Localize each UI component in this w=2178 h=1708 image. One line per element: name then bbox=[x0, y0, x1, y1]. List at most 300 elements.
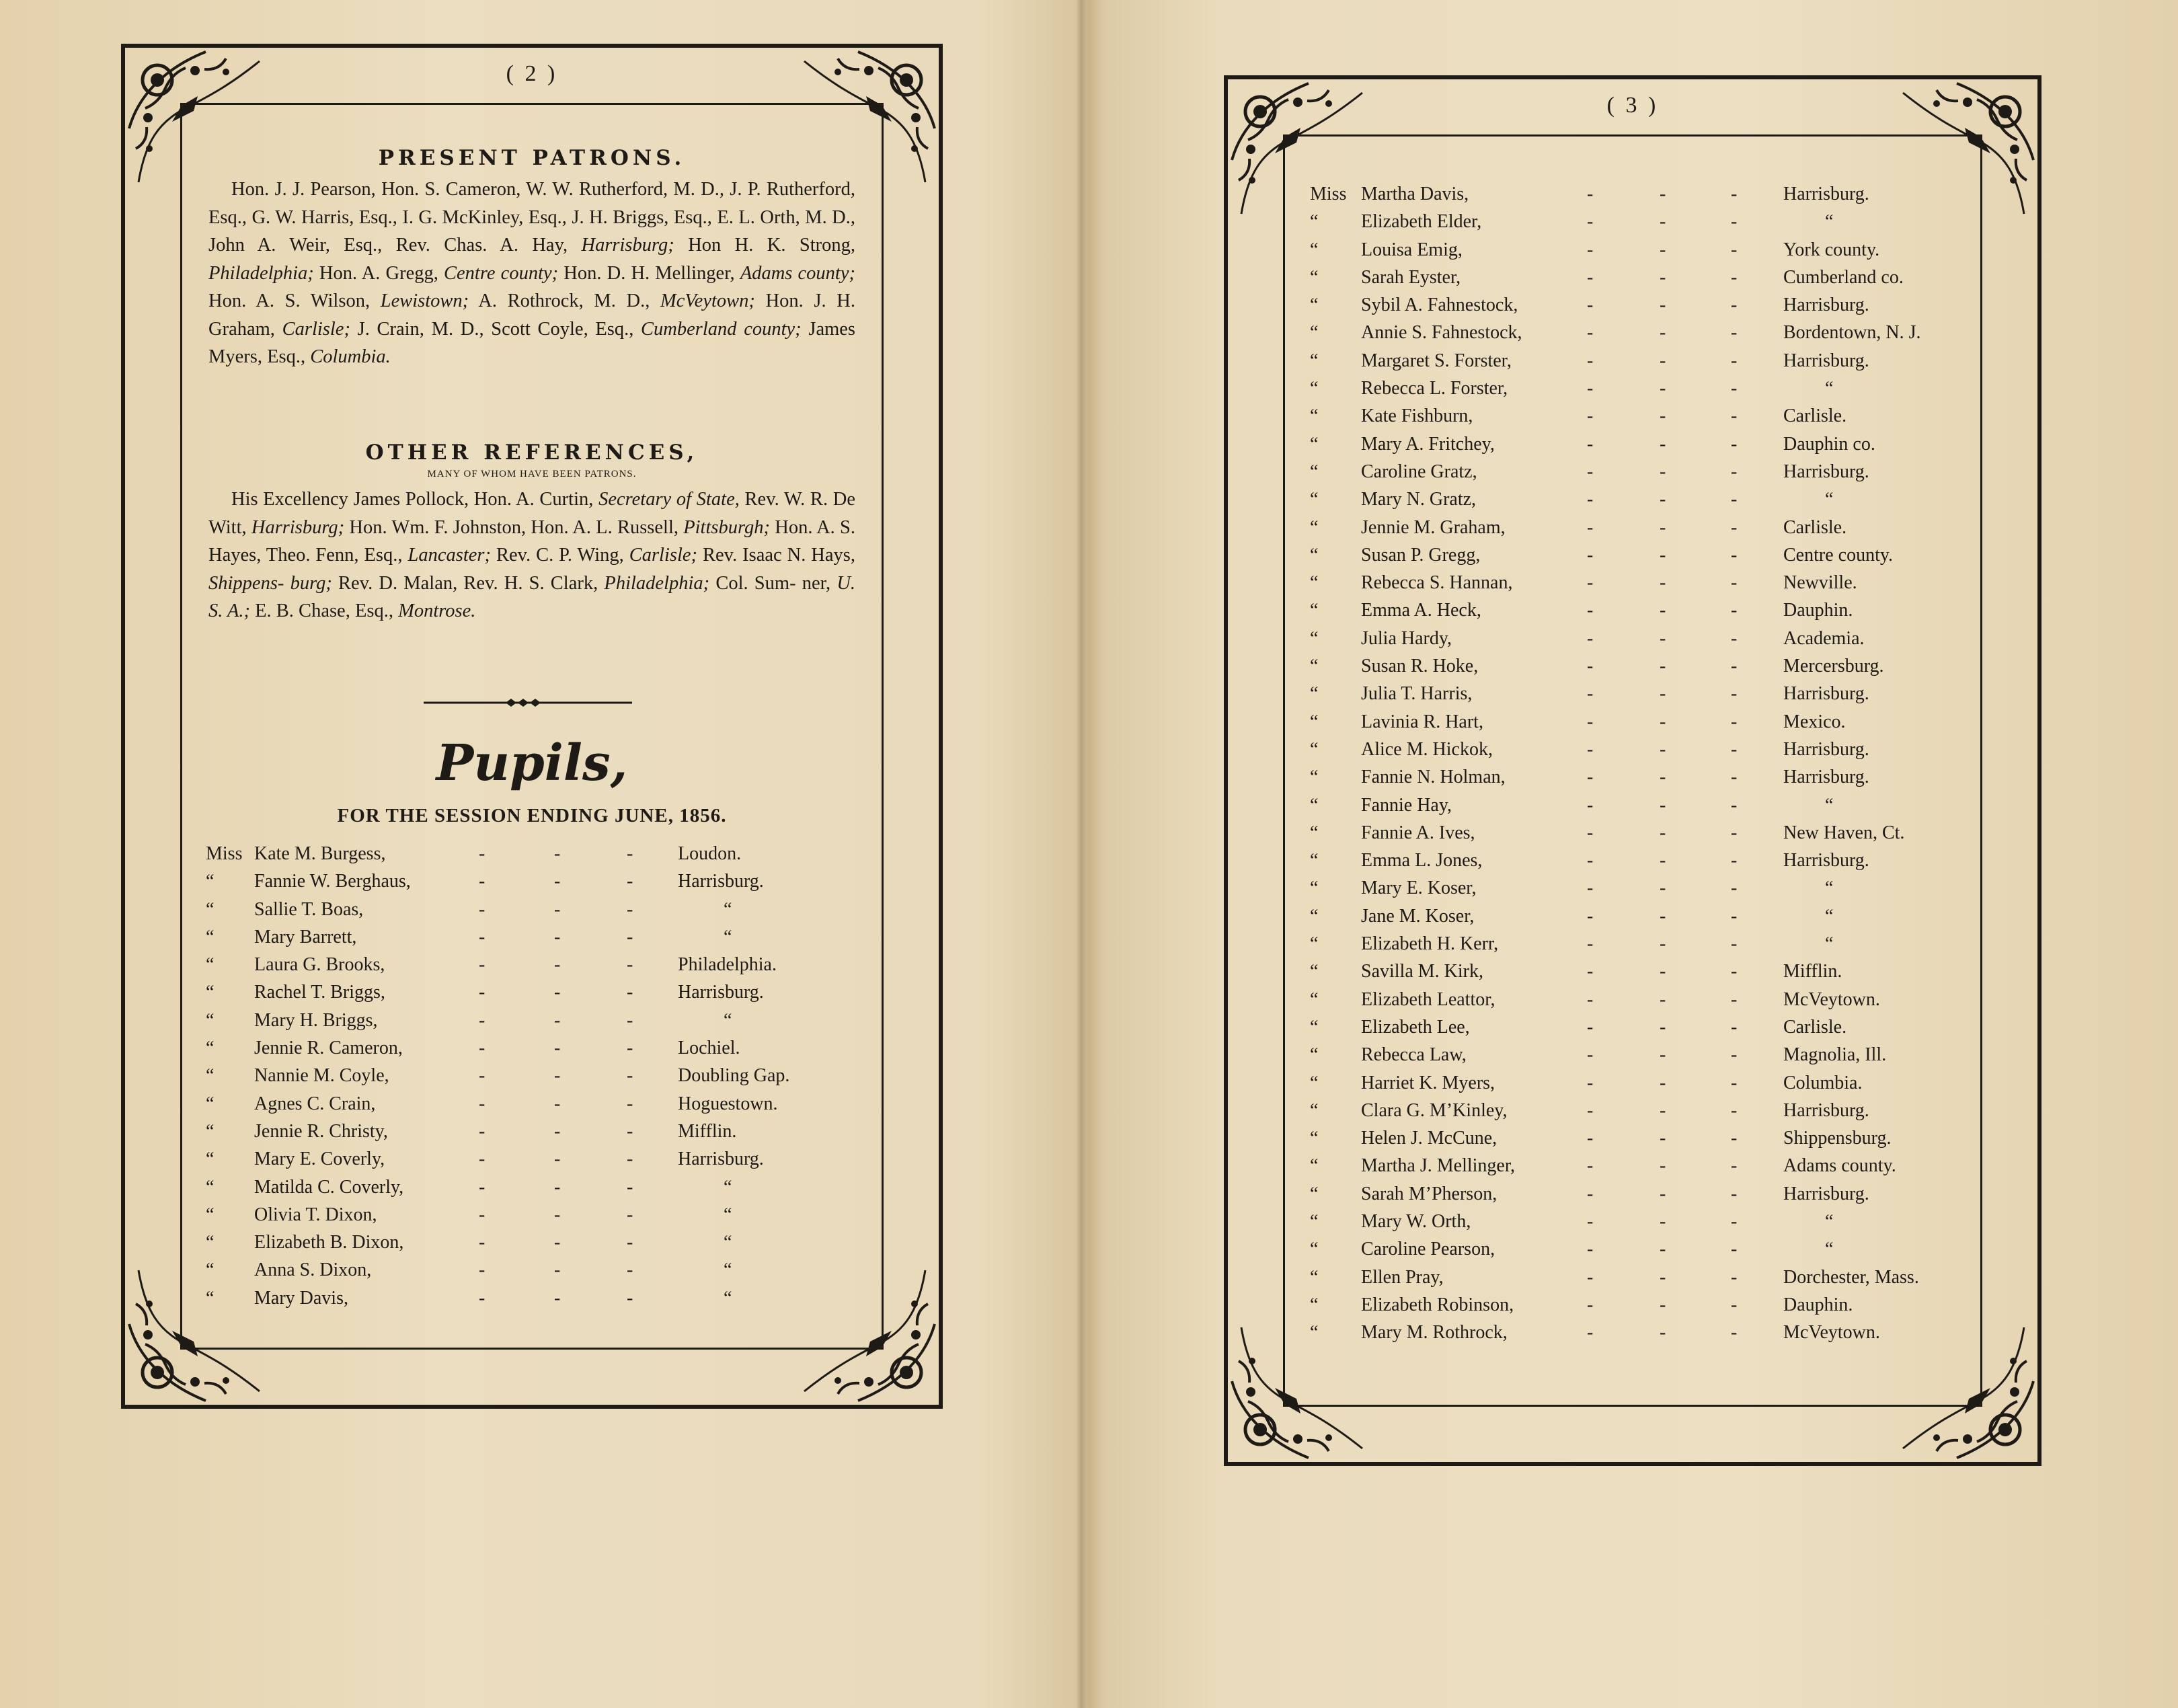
pupil-residence: “ bbox=[1825, 794, 1834, 816]
pupil-residence: Dauphin co. bbox=[1783, 433, 1875, 455]
pupil-residence: “ bbox=[724, 898, 732, 920]
leader-dash: - bbox=[1731, 794, 1738, 816]
leader-dash: - bbox=[554, 1204, 561, 1225]
leader-dash: - bbox=[554, 1287, 561, 1309]
pupil-residence: “ bbox=[1825, 933, 1834, 955]
pupil-name: Susan R. Hoke, bbox=[1361, 656, 1479, 677]
leader-dash: - bbox=[1660, 1072, 1666, 1093]
pupil-prefix: “ bbox=[206, 1259, 215, 1281]
pupil-residence: Harrisburg. bbox=[1783, 683, 1869, 705]
text-segment: Rev. D. Malan, Rev. H. S. Clark, bbox=[332, 572, 605, 594]
italic-text: Lancaster; bbox=[407, 545, 491, 566]
leader-dash: - bbox=[627, 1120, 633, 1142]
text-segment: ner, bbox=[802, 572, 837, 594]
pupil-name: Clara G. M’Kinley, bbox=[1361, 1099, 1508, 1121]
text-segment: Rev. W. R. De Witt, bbox=[208, 489, 855, 538]
pupil-prefix: Miss bbox=[1310, 184, 1347, 204]
pupil-residence: Lochiel. bbox=[678, 1038, 740, 1059]
pupil-prefix: “ bbox=[1310, 1266, 1319, 1288]
italic-text: Columbia. bbox=[310, 346, 391, 367]
page-number: ( 2 ) bbox=[506, 61, 558, 86]
leader-dash: - bbox=[1587, 1322, 1594, 1344]
leader-dash: - bbox=[1587, 1210, 1594, 1232]
leader-dash: - bbox=[1660, 794, 1666, 816]
leader-dash: - bbox=[554, 1093, 561, 1114]
text-segment: A. Rothrock, M. D., bbox=[469, 290, 661, 311]
leader-dash: - bbox=[1660, 295, 1666, 316]
leader-dash: - bbox=[1731, 878, 1738, 899]
pupil-name: Elizabeth Lee, bbox=[1361, 1016, 1470, 1038]
leader-dash: - bbox=[1731, 933, 1738, 955]
text-segment: A. Gregg, bbox=[361, 262, 444, 284]
italic-text: State, bbox=[696, 489, 740, 510]
pupil-name: Lavinia R. Hart, bbox=[1361, 711, 1483, 732]
pupil-name: Mary N. Gratz, bbox=[1361, 489, 1477, 510]
leader-dash: - bbox=[627, 1259, 633, 1281]
leader-dash: - bbox=[1587, 489, 1594, 510]
pupil-row bbox=[207, 867, 862, 895]
pupil-residence: Harrisburg. bbox=[1783, 184, 1869, 204]
pupil-prefix: “ bbox=[1310, 600, 1319, 621]
pupil-residence: Harrisburg. bbox=[678, 982, 764, 1003]
pupil-residence: “ bbox=[1825, 211, 1834, 233]
pupil-prefix: “ bbox=[1310, 878, 1319, 899]
pupil-row bbox=[207, 840, 862, 867]
pupil-prefix: “ bbox=[1310, 266, 1319, 288]
leader-dash: - bbox=[627, 871, 633, 892]
leader-dash: - bbox=[554, 1038, 561, 1059]
leader-dash: - bbox=[1587, 405, 1594, 427]
pupil-row bbox=[1311, 1235, 1981, 1263]
pupil-name: Sallie T. Boas, bbox=[254, 898, 364, 920]
leader-dash: - bbox=[1660, 1044, 1666, 1066]
text-segment: Hon. bbox=[313, 262, 358, 284]
references-section bbox=[208, 440, 855, 625]
leader-dash: - bbox=[479, 982, 485, 1003]
leader-dash: - bbox=[1731, 961, 1738, 982]
pupil-prefix: “ bbox=[1310, 794, 1319, 816]
italic-text: burg; bbox=[290, 572, 332, 594]
leader-dash: - bbox=[1587, 378, 1594, 399]
leader-dash: - bbox=[1660, 1239, 1666, 1260]
pupil-row bbox=[1311, 514, 1981, 541]
leader-dash: - bbox=[1731, 322, 1738, 344]
pupil-row bbox=[1311, 319, 1981, 346]
pupil-row bbox=[1311, 1319, 1981, 1346]
pupil-row bbox=[207, 1090, 862, 1118]
leader-dash: - bbox=[1731, 211, 1738, 233]
pupil-residence: Shippensburg. bbox=[1783, 1128, 1892, 1149]
pupil-prefix: “ bbox=[1310, 405, 1319, 427]
pupil-row bbox=[207, 1007, 862, 1034]
text-segment: E. B. Chase, Esq., bbox=[250, 600, 399, 621]
pupil-residence: Carlisle. bbox=[1783, 516, 1847, 538]
pupil-residence: Centre county. bbox=[1783, 544, 1894, 566]
pupil-prefix: “ bbox=[1310, 711, 1319, 732]
leader-dash: - bbox=[1660, 1294, 1666, 1315]
pupil-residence: Doubling Gap. bbox=[678, 1065, 790, 1087]
pupil-residence: McVeytown. bbox=[1783, 988, 1880, 1010]
pupil-row bbox=[207, 1229, 862, 1256]
leader-dash: - bbox=[554, 982, 561, 1003]
pupil-name: Mary A. Fritchey, bbox=[1361, 433, 1495, 455]
leader-dash: - bbox=[554, 1149, 561, 1170]
leader-dash: - bbox=[1731, 627, 1738, 649]
pupil-row bbox=[1311, 402, 1981, 430]
pupil-row bbox=[207, 1145, 862, 1173]
leader-dash: - bbox=[1731, 1210, 1738, 1232]
leader-dash: - bbox=[627, 982, 633, 1003]
leader-dash: - bbox=[554, 843, 561, 864]
leader-dash: - bbox=[1587, 600, 1594, 621]
pupil-name: Margaret S. Forster, bbox=[1361, 350, 1512, 371]
leader-dash: - bbox=[1587, 322, 1594, 344]
leader-dash: - bbox=[1587, 850, 1594, 871]
pupil-name: Laura G. Brooks, bbox=[254, 954, 385, 976]
pupil-residence: “ bbox=[1825, 489, 1834, 510]
pupil-name: Mary Barrett, bbox=[254, 926, 357, 947]
text-segment: Hon. A. S. Wilson, bbox=[208, 290, 381, 311]
leader-dash: - bbox=[1731, 600, 1738, 621]
pupil-name: Caroline Pearson, bbox=[1361, 1239, 1495, 1260]
pupil-name: Elizabeth Leattor, bbox=[1361, 988, 1495, 1010]
pupil-residence: “ bbox=[724, 1204, 732, 1225]
pupil-residence: “ bbox=[1825, 1239, 1834, 1260]
pupil-name: Helen J. McCune, bbox=[1361, 1128, 1498, 1149]
leader-dash: - bbox=[1587, 266, 1594, 288]
leader-dash: - bbox=[1660, 572, 1666, 594]
pupil-row bbox=[1311, 763, 1981, 791]
leader-dash: - bbox=[1660, 878, 1666, 899]
pupil-prefix: “ bbox=[206, 954, 215, 976]
pupil-name: Jennie R. Christy, bbox=[254, 1120, 388, 1142]
pupil-row bbox=[1311, 1069, 1981, 1097]
leader-dash: - bbox=[627, 1038, 633, 1059]
pupil-row bbox=[1311, 986, 1981, 1013]
pupil-name: Fannie Hay, bbox=[1361, 794, 1452, 816]
pupil-prefix: “ bbox=[1310, 295, 1319, 316]
pupil-prefix: “ bbox=[1310, 656, 1319, 677]
leader-dash: - bbox=[1660, 1099, 1666, 1121]
pupil-residence: Cumberland co. bbox=[1783, 266, 1904, 288]
leader-dash: - bbox=[1587, 184, 1594, 204]
leader-dash: - bbox=[554, 871, 561, 892]
pupil-prefix: “ bbox=[206, 1149, 215, 1170]
italic-text: Centre county; bbox=[444, 262, 559, 284]
leader-dash: - bbox=[1587, 1044, 1594, 1066]
pupil-name: Caroline Gratz, bbox=[1361, 461, 1477, 482]
pupil-name: Mary M. Rothrock, bbox=[1361, 1322, 1508, 1344]
italic-text: Carlisle; bbox=[282, 318, 350, 340]
patrons-section bbox=[208, 146, 855, 371]
pupil-residence: “ bbox=[1825, 378, 1834, 399]
italic-text: Montrose. bbox=[398, 600, 476, 621]
leader-dash: - bbox=[1587, 1072, 1594, 1093]
leader-dash: - bbox=[627, 954, 633, 976]
leader-dash: - bbox=[1587, 1294, 1594, 1315]
pupil-prefix: Miss bbox=[206, 843, 243, 864]
leader-dash: - bbox=[554, 1232, 561, 1253]
pupil-name: Mary E. Coverly, bbox=[254, 1149, 385, 1170]
pupil-row bbox=[207, 1118, 862, 1145]
pupil-prefix: “ bbox=[1310, 683, 1319, 705]
pupil-row bbox=[207, 896, 862, 923]
pupil-residence: “ bbox=[724, 1232, 732, 1253]
pupil-residence: Dauphin. bbox=[1783, 1294, 1853, 1315]
leader-dash: - bbox=[1660, 1016, 1666, 1038]
pupil-prefix: “ bbox=[206, 898, 215, 920]
pupil-name: Elizabeth Robinson, bbox=[1361, 1294, 1514, 1315]
leader-dash: - bbox=[479, 1176, 485, 1198]
pupil-residence: New Haven, Ct. bbox=[1783, 822, 1905, 843]
pupil-row bbox=[207, 978, 862, 1006]
pupil-residence: Harrisburg. bbox=[678, 871, 764, 892]
leader-dash: - bbox=[554, 1009, 561, 1031]
leader-dash: - bbox=[1587, 905, 1594, 927]
leader-dash: - bbox=[627, 1204, 633, 1225]
leader-dash: - bbox=[627, 1065, 633, 1087]
leader-dash: - bbox=[479, 843, 485, 864]
pupil-row bbox=[1311, 874, 1981, 902]
pupil-residence: Columbia. bbox=[1783, 1072, 1863, 1093]
leader-dash: - bbox=[1587, 572, 1594, 594]
italic-text: Philadelphia; bbox=[208, 262, 314, 284]
pupil-name: Martha J. Mellinger, bbox=[1361, 1155, 1516, 1177]
pupil-row bbox=[1311, 1013, 1981, 1041]
leader-dash: - bbox=[1587, 822, 1594, 843]
pupils-list-right bbox=[1311, 180, 1981, 1346]
pupil-residence: Harrisburg. bbox=[1783, 1183, 1869, 1204]
pupil-residence: Harrisburg. bbox=[1783, 350, 1869, 371]
leader-dash: - bbox=[1731, 544, 1738, 566]
italic-text: Pittsburgh; bbox=[683, 516, 771, 538]
pupil-prefix: “ bbox=[206, 1093, 215, 1114]
leader-dash: - bbox=[479, 1065, 485, 1087]
leader-dash: - bbox=[1731, 516, 1738, 538]
leader-dash: - bbox=[1660, 738, 1666, 760]
leader-dash: - bbox=[1731, 239, 1738, 260]
pupil-name: Mary E. Koser, bbox=[1361, 878, 1477, 899]
leader-dash: - bbox=[479, 926, 485, 947]
pupil-name: Fannie A. Ives, bbox=[1361, 822, 1475, 843]
leader-dash: - bbox=[1731, 1016, 1738, 1038]
leader-dash: - bbox=[1587, 433, 1594, 455]
leader-dash: - bbox=[1660, 350, 1666, 371]
leader-dash: - bbox=[1731, 738, 1738, 760]
italic-text: U. S. A.; bbox=[208, 572, 856, 621]
leader-dash: - bbox=[554, 1176, 561, 1198]
leader-dash: - bbox=[1660, 544, 1666, 566]
pupil-prefix: “ bbox=[1310, 933, 1319, 955]
pupil-prefix: “ bbox=[1310, 738, 1319, 760]
pupil-name: Mary W. Orth, bbox=[1361, 1210, 1471, 1232]
pupil-row bbox=[1311, 1208, 1981, 1235]
leader-dash: - bbox=[1587, 767, 1594, 788]
pupil-prefix: “ bbox=[206, 871, 215, 892]
pupil-row bbox=[1311, 486, 1981, 513]
pupil-residence: Philadelphia. bbox=[678, 954, 777, 976]
text-segment: Rev. Isaac N. Hays, bbox=[697, 545, 855, 566]
text-segment: Hon. A. L. Russell, bbox=[531, 516, 684, 538]
leader-dash: - bbox=[1660, 239, 1666, 260]
pupil-prefix: “ bbox=[1310, 1044, 1319, 1066]
pupil-name: Sarah Eyster, bbox=[1361, 266, 1461, 288]
leader-dash: - bbox=[479, 1259, 485, 1281]
pupil-row bbox=[1311, 902, 1981, 930]
pupil-residence: Academia. bbox=[1783, 627, 1865, 649]
pupil-name: Sybil A. Fahnestock, bbox=[1361, 295, 1518, 316]
page-number: ( 3 ) bbox=[1606, 93, 1659, 118]
leader-dash: - bbox=[1731, 683, 1738, 705]
text-segment: J. P. Rutherford, Esq., G. W. Harris, Esq., I. G. McKinley, Esq., bbox=[208, 179, 856, 228]
pupil-row bbox=[1311, 180, 1981, 208]
pupil-row bbox=[1311, 1180, 1981, 1208]
pupil-prefix: “ bbox=[1310, 905, 1319, 927]
leader-dash: - bbox=[627, 1176, 633, 1198]
pupil-residence: Bordentown, N. J. bbox=[1783, 322, 1921, 344]
pupil-name: Julia Hardy, bbox=[1361, 627, 1452, 649]
pupil-prefix: “ bbox=[206, 1176, 215, 1198]
leader-dash: - bbox=[1731, 350, 1738, 371]
pupil-prefix: “ bbox=[1310, 1099, 1319, 1121]
pupil-row bbox=[1311, 819, 1981, 847]
references-subheading: MANY OF WHOM HAVE BEEN PATRONS. bbox=[427, 469, 637, 479]
leader-dash: - bbox=[1731, 405, 1738, 427]
pupil-row bbox=[1311, 847, 1981, 874]
leader-dash: - bbox=[479, 1038, 485, 1059]
pupil-name: Louisa Emig, bbox=[1361, 239, 1463, 260]
pupil-prefix: “ bbox=[206, 926, 215, 947]
leader-dash: - bbox=[1660, 822, 1666, 843]
leader-dash: - bbox=[627, 1287, 633, 1309]
pupil-row bbox=[1311, 596, 1981, 624]
pupil-residence: Harrisburg. bbox=[1783, 461, 1869, 482]
pupil-prefix: “ bbox=[1310, 1239, 1319, 1260]
pupil-name: Elizabeth B. Dixon, bbox=[254, 1232, 404, 1253]
leader-dash: - bbox=[1587, 350, 1594, 371]
pupil-row bbox=[1311, 458, 1981, 486]
pupil-residence: “ bbox=[1825, 1210, 1834, 1232]
pupil-prefix: “ bbox=[1310, 627, 1319, 649]
pupil-row bbox=[1311, 958, 1981, 985]
pupil-name: Kate M. Burgess, bbox=[254, 843, 386, 864]
pupil-name: Julia T. Harris, bbox=[1361, 683, 1473, 705]
pupil-prefix: “ bbox=[206, 1204, 215, 1225]
book-gutter bbox=[1076, 0, 1087, 1708]
leader-dash: - bbox=[627, 843, 633, 864]
italic-text: Harrisburg; bbox=[251, 516, 345, 538]
pupil-name: Fannie W. Berghaus, bbox=[254, 871, 411, 892]
pupil-residence: York county. bbox=[1783, 239, 1880, 260]
italic-text: Secretary of bbox=[598, 489, 692, 510]
pupil-prefix: “ bbox=[1310, 350, 1319, 371]
leader-dash: - bbox=[1660, 988, 1666, 1010]
leader-dash: - bbox=[1660, 767, 1666, 788]
pupil-prefix: “ bbox=[206, 982, 215, 1003]
italic-text: Philadelphia; bbox=[604, 572, 710, 594]
pupil-residence: Mexico. bbox=[1783, 711, 1846, 732]
pupil-residence: “ bbox=[724, 1259, 732, 1281]
pupil-row bbox=[1311, 1097, 1981, 1124]
leader-dash: - bbox=[1660, 905, 1666, 927]
pupil-row bbox=[1311, 652, 1981, 680]
leader-dash: - bbox=[1731, 184, 1738, 204]
pupil-prefix: “ bbox=[1310, 767, 1319, 788]
pupil-residence: “ bbox=[724, 1009, 732, 1031]
pupil-residence: McVeytown. bbox=[1783, 1322, 1880, 1344]
pupil-residence: Harrisburg. bbox=[1783, 295, 1869, 316]
text-segment: J. Crain, M. D., Scott Coyle, Esq., bbox=[350, 318, 634, 340]
leader-dash: - bbox=[1660, 211, 1666, 233]
pupil-name: Rebecca Law, bbox=[1361, 1044, 1467, 1066]
pupil-name: Olivia T. Dixon, bbox=[254, 1204, 377, 1225]
leader-dash: - bbox=[479, 871, 485, 892]
pupil-name: Jennie M. Graham, bbox=[1361, 516, 1506, 538]
pupil-row bbox=[1311, 930, 1981, 958]
pupil-name: Elizabeth Elder, bbox=[1361, 211, 1482, 233]
leader-dash: - bbox=[1731, 1044, 1738, 1066]
pupil-name: Fannie N. Holman, bbox=[1361, 767, 1506, 788]
pupil-residence: Newville. bbox=[1783, 572, 1857, 594]
text-segment: Hon. Wm. F. Johnston, bbox=[344, 516, 527, 538]
leader-dash: - bbox=[1731, 767, 1738, 788]
text-segment: His Excellency James Pollock, Hon. A. Curtin, bbox=[231, 489, 599, 510]
leader-dash: - bbox=[1587, 461, 1594, 482]
leader-dash: - bbox=[479, 954, 485, 976]
leader-dash: - bbox=[1587, 1128, 1594, 1149]
text-segment: Rev. C. P. Wing, bbox=[490, 545, 629, 566]
pupil-name: Emma L. Jones, bbox=[1361, 850, 1483, 871]
leader-dash: - bbox=[1660, 933, 1666, 955]
pupil-row bbox=[1311, 541, 1981, 569]
pupil-residence: Mifflin. bbox=[1783, 961, 1842, 982]
pupil-row bbox=[1311, 208, 1981, 235]
leader-dash: - bbox=[1660, 656, 1666, 677]
text-segment: Hon. J. H. Graham, bbox=[208, 290, 855, 340]
pupil-prefix: “ bbox=[1310, 378, 1319, 399]
leader-dash: - bbox=[1660, 516, 1666, 538]
leader-dash: - bbox=[1660, 850, 1666, 871]
leader-dash: - bbox=[1587, 1016, 1594, 1038]
pupil-residence: Adams county. bbox=[1783, 1155, 1896, 1177]
pupil-row bbox=[1311, 1124, 1981, 1152]
pupil-name: Alice M. Hickok, bbox=[1361, 738, 1493, 760]
leader-dash: - bbox=[1660, 405, 1666, 427]
patrons-heading: PRESENT PATRONS. bbox=[378, 146, 686, 170]
session-caption: FOR THE SESSION ENDING JUNE, 1856. bbox=[337, 805, 727, 826]
pupil-prefix: “ bbox=[206, 1120, 215, 1142]
pupil-row bbox=[1311, 291, 1981, 319]
pupil-row bbox=[207, 1284, 862, 1312]
text-segment: Hon H. K. Strong, bbox=[674, 235, 856, 256]
pupil-residence: Harrisburg. bbox=[1783, 850, 1869, 871]
leader-dash: - bbox=[1660, 711, 1666, 732]
leader-dash: - bbox=[1731, 822, 1738, 843]
leader-dash: - bbox=[1731, 1239, 1738, 1260]
pupil-row bbox=[207, 951, 862, 978]
leader-dash: - bbox=[1731, 489, 1738, 510]
pupil-name: Ellen Pray, bbox=[1361, 1266, 1444, 1288]
leader-dash: - bbox=[1660, 322, 1666, 344]
leader-dash: - bbox=[627, 1232, 633, 1253]
leader-dash: - bbox=[1731, 461, 1738, 482]
leader-dash: - bbox=[1587, 1266, 1594, 1288]
pupil-name: Mary Davis, bbox=[254, 1287, 348, 1309]
pupil-residence: Carlisle. bbox=[1783, 405, 1847, 427]
pupil-row bbox=[1311, 375, 1981, 402]
pupil-row bbox=[1311, 1041, 1981, 1069]
pupil-name: Anna S. Dixon, bbox=[254, 1259, 372, 1281]
